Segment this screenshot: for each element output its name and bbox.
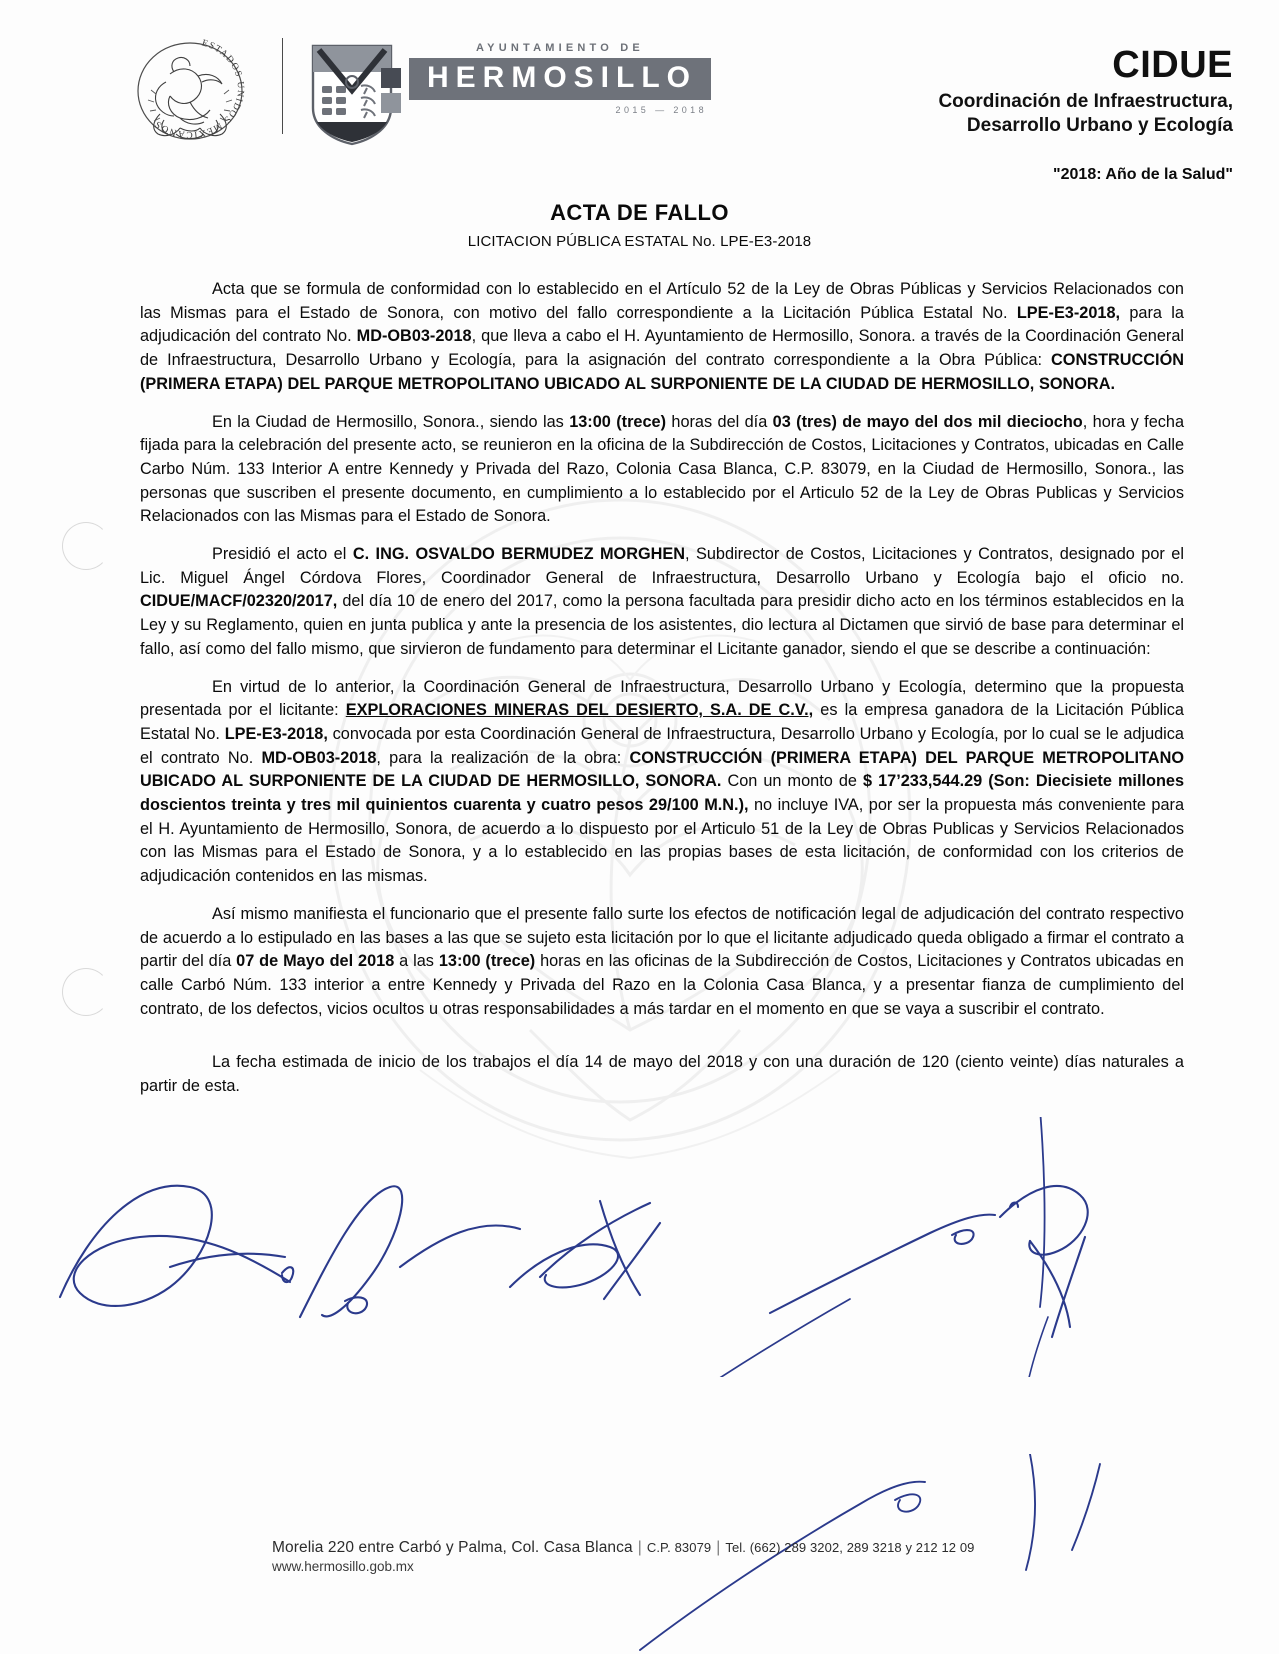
p2-text-2: horas del día <box>666 412 773 431</box>
paragraph-2 <box>140 411 1184 530</box>
p4-text-4: , para la realización de la obra: <box>376 748 630 767</box>
p3-text-2: , Subdirector de Costos, Licitaciones y Contratos, designado por el Lic. Miguel Ángel Córdova Flores, Coordinador General de Infraestructura, Desarrollo Urbano y Ecología bajo el oficio no. <box>140 545 1184 587</box>
header-divider <box>282 38 283 134</box>
p1-bold-project-name: CONSTRUCCIÓN (PRIMERA ETAPA) DEL PARQUE METROPOLITANO UBICADO AL SURPONIENTE DE LA CIUDAD DE HERMOSILLO, SONORA. <box>140 351 1184 393</box>
footer-separator-2: | <box>716 1539 721 1556</box>
cidue-branding <box>938 24 1233 139</box>
p4-bold-tender-id: LPE-E3-2018, <box>224 724 328 743</box>
paragraph-5 <box>140 903 1184 1022</box>
p5-text-2: a las <box>394 952 439 971</box>
svg-text:ESTADOS UNIDOS MEXICANOS: ESTADOS UNIDOS MEXICANOS <box>152 38 246 140</box>
hermosillo-logo <box>309 24 711 146</box>
p2-text-3: , hora y fecha fijada para la celebración del presente acto, se reunieron en la oficina de la Subdirección de Costos, Licitaciones y Contratos, ubicadas en Calle Carbo Núm. 133 Interior A entre Kennedy y Privada del Razo, Colonia Casa Blanca, C.P. 83079, en la Ciudad de Hermosillo, Sonora., las personas que suscriben el presente documento, en cumplimiento a lo establecido por el Articulo 52 de la Ley de Obras Publicas y Servicios Relacionados con las Mismas para el Estado de Sonora. <box>140 412 1185 526</box>
p4-bold-contract-id: MD-OB03-2018 <box>261 748 377 767</box>
national-crest-icon <box>130 32 250 150</box>
logo-blocks-icon <box>381 68 401 113</box>
document-title: ACTA DE FALLO <box>550 200 729 225</box>
document-subtitle: LICITACION PÚBLICA ESTATAL No. LPE-E3-2018 <box>467 233 812 250</box>
p4-text-1: En virtud de lo anterior, la Coordinación General de Infraestructura, Desarrollo Urbano y Ecología, determino que la propuesta presentada por el licitante: <box>140 677 1184 720</box>
p4-text-3: convocada por esta Coordinación General de Infraestructura, Desarrollo Urbano y Ecología, por lo cual se le adjudica el contrato No. <box>140 724 1184 767</box>
p2-bold-date: 03 (tres) de mayo del dos mil dieciocho <box>772 412 1083 431</box>
p4-text-5: Con un monto de <box>721 772 863 791</box>
p3-text-3: del día 10 de enero del 2017, como la persona facultada para presidir dicho acto en los términos establecidos en la Ley y su Reglamento, quien en junta publica y ante la presencia de los asistentes, dio lectura al Dictamen que sirvió de base para determinar el fallo, así como del fallo mismo, que sirvieron de fundamento para determinar el Licitante ganador, siendo el que se describe a continuación: <box>140 592 1184 658</box>
cidue-department-line-2: Desarrollo Urbano y Ecología <box>966 115 1233 137</box>
p4-bold-project-name: CONSTRUCCIÓN (PRIMERA ETAPA) DEL PARQUE METROPOLITANO UBICADO AL SURPONIENTE DE LA CIUDAD DE HERMOSILLO, SONORA. <box>140 748 1184 791</box>
footer-postal-code: C.P. 83079 <box>646 1540 712 1555</box>
p1-text-2: para la adjudicación del contrato No. <box>140 303 1184 346</box>
municipality-years: 2015 — 2018 <box>615 105 707 115</box>
p3-bold-memo-number: CIDUE/MACF/02320/2017, <box>140 592 338 611</box>
document-body <box>0 278 1279 1099</box>
municipality-name: HERMOSILLO <box>409 58 711 100</box>
p5-bold-signing-time: 13:00 (trece) <box>438 952 536 971</box>
cidue-department-line-1: Coordinación de Infraestructura, <box>938 91 1233 112</box>
p5-text-3: horas en las oficinas de la Subdirección de Costos, Licitaciones y Contratos ubicadas en calle Carbó Núm. 133 interior a entre Kennedy y Privada del Razo en la Colonia Casa Blanca, y a presentar fianza de cumplimiento del contrato, de los defectos, vicios ocultos u otras responsabilidades a más tardar en el momento en que se vaya a suscribir el contrato. <box>140 952 1184 1018</box>
p4-text-6: no incluye IVA, por ser la propuesta más conveniente para el H. Ayuntamiento de Hermosillo, Sonora, de acuerdo a lo dispuesto por el Articulo 51 de la Ley de Obras Publicas y Servicios Relacionados con las Mismas para el Estado de Sonora, y a lo establecido en las propias bases de esta licitación, de conformidad con los criterios de adjudicación contenidos en las mismas. <box>140 796 1185 886</box>
p1-text-3: , que lleva a cabo el H. Ayuntamiento de Hermosillo, Sonora. a través de la Coordinación General de Infraestructura, Desarrollo Urbano y Ecología, para la asignación del contrato correspondiente a la Obra Pública: <box>140 327 1184 370</box>
cidue-acronym: CIDUE <box>1112 44 1233 86</box>
p1-bold-tender-id: LPE-E3-2018, <box>1016 303 1121 322</box>
hermosillo-wordmark <box>409 42 711 115</box>
footer-address: Morelia 220 entre Carbó y Palma, Col. Casa Blanca <box>272 1539 633 1556</box>
p5-bold-signing-date: 07 de Mayo del 2018 <box>236 952 395 971</box>
signature-area <box>0 1117 1279 1347</box>
national-crest-wrap <box>110 24 270 150</box>
year-slogan: "2018: Año de la Salud" <box>1053 166 1233 183</box>
paragraph-6 <box>140 1051 1184 1098</box>
paragraph-4 <box>140 676 1184 889</box>
p2-bold-time: 13:00 (trece) <box>569 412 666 431</box>
p2-text-1: En la Ciudad de Hermosillo, Sonora., siendo las <box>212 412 570 431</box>
page-footer <box>272 1539 975 1574</box>
p4-text-2: es la empresa ganadora de la Licitación Pública Estatal No. <box>140 701 1184 743</box>
footer-phones: Tel. (662) 289 3202, 289 3218 y 212 12 09 <box>725 1540 975 1555</box>
footer-separator-1: | <box>637 1539 642 1556</box>
p6-text-1: La fecha estimada de inicio de los trabajos el día 14 de mayo del 2018 y con una duración de 120 (ciento veinte) días naturales a partir de esta. <box>140 1053 1184 1096</box>
p5-text-1: Así mismo manifiesta el funcionario que el presente fallo surte los efectos de notificación legal de adjudicación del contrato respectivo de acuerdo a lo estipulado en las bases a las que se sujeto esta licitación por lo que el licitante adjudicado queda obligado a firmar el contrato a partir del día <box>140 904 1184 971</box>
p4-underline-winner: EXPLORACIONES MINERAS DEL DESIERTO, S.A. DE C.V., <box>345 701 814 720</box>
document-header <box>0 0 1279 150</box>
p1-bold-contract-id: MD-OB03-2018 <box>356 327 472 346</box>
p1-text-1: Acta que se formula de conformidad con lo establecido en el Artículo 52 de la Ley de Obras Públicas y Servicios Relacionados con las Mismas para el Estado de Sonora, con motivo del fallo correspondiente a la Licitación Pública Estatal No. <box>140 280 1184 322</box>
municipality-label: AYUNTAMIENTO DE <box>476 42 644 54</box>
p3-bold-official-name: C. ING. OSVALDO BERMUDEZ MORGHEN <box>352 545 686 564</box>
paragraph-3 <box>140 543 1184 662</box>
p3-text-1: Presidió el acto el <box>212 545 353 564</box>
paragraph-1 <box>140 278 1184 397</box>
footer-website[interactable]: www.hermosillo.gob.mx <box>272 1559 414 1574</box>
footer-contact-line <box>272 1539 975 1557</box>
p4-bold-amount: $ 17’233,544.29 (Son: Diecisiete millones doscientos treinta y tres mil quinientos cuarenta y cuatro pesos 29/100 M.N.), <box>140 772 1184 815</box>
